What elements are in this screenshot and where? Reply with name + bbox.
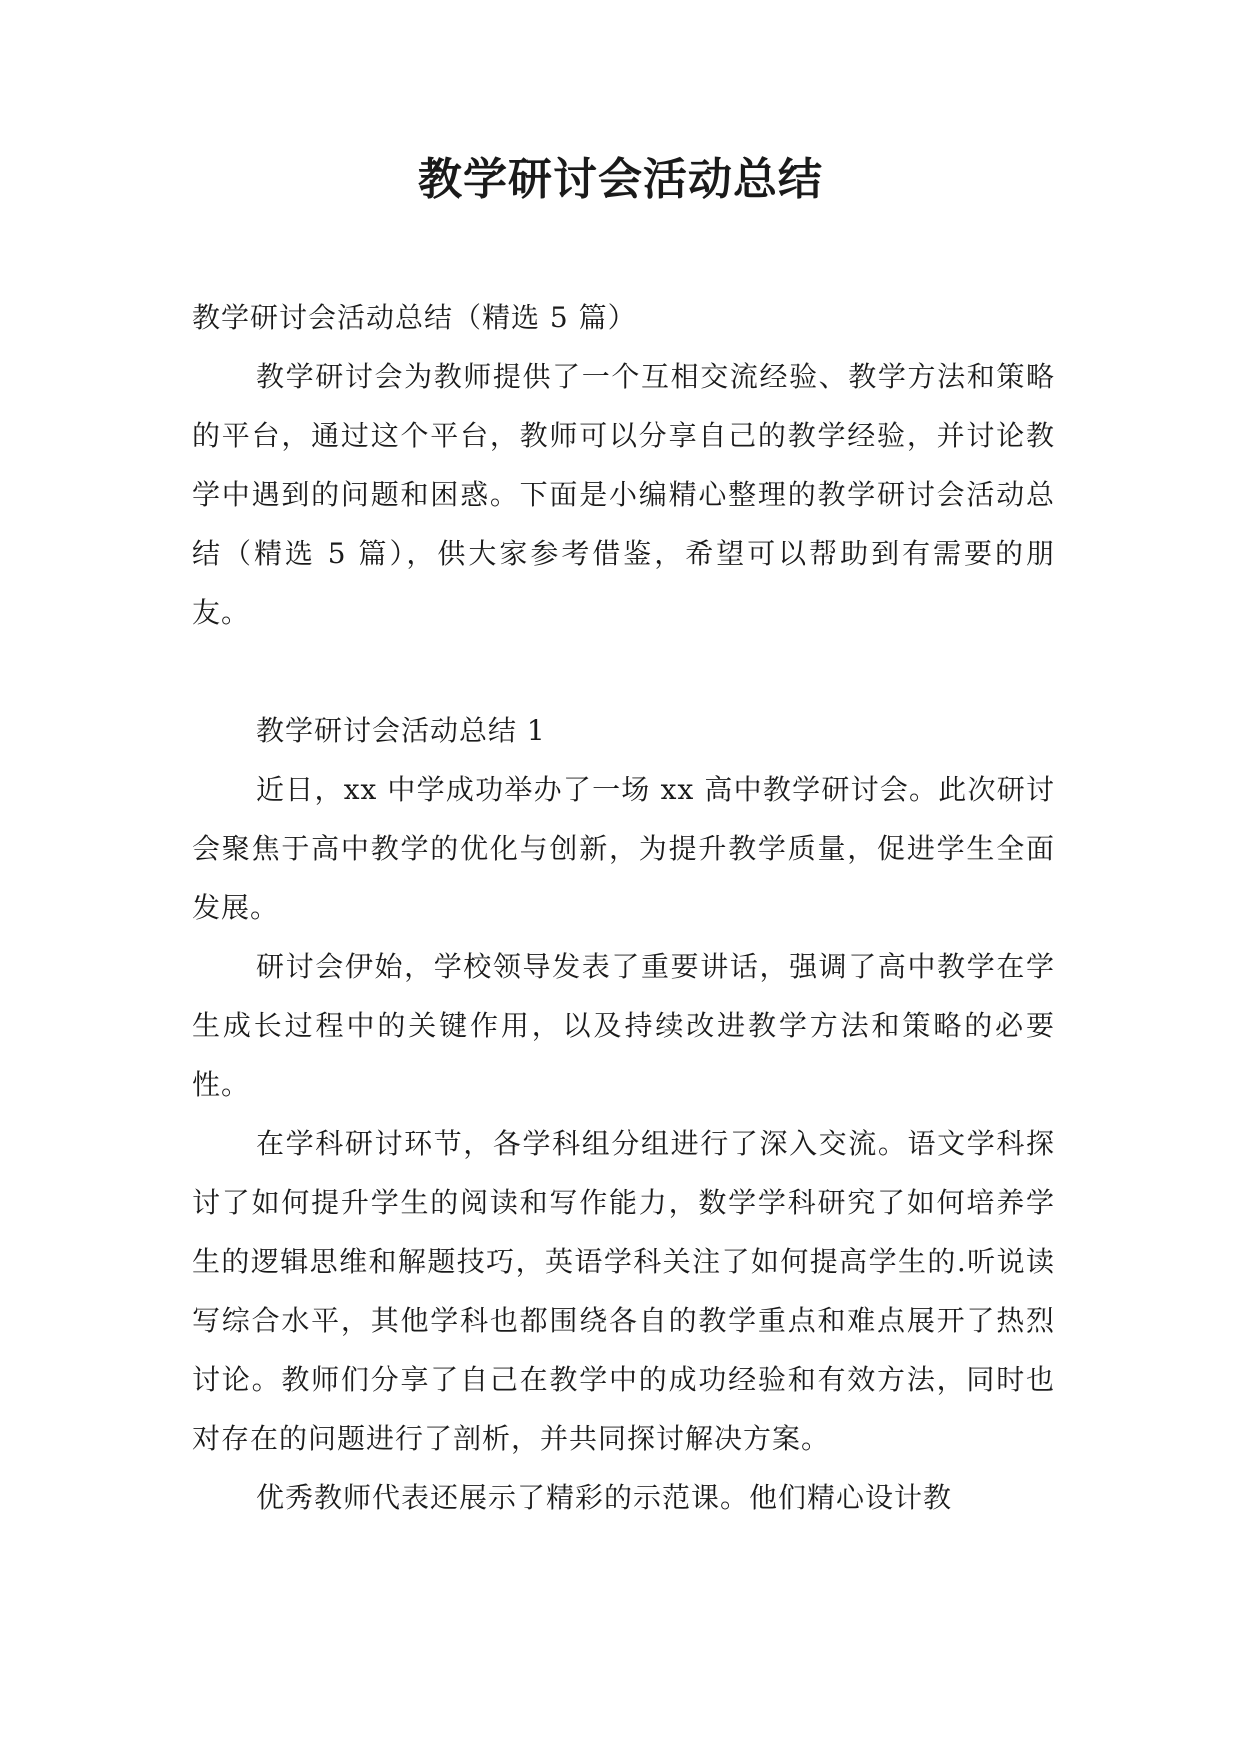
intro-paragraph: 教学研讨会为教师提供了一个互相交流经验、教学方法和策略的平台，通过这个平台，教师可以分享自己的教学经验，并讨论教学中遇到的问题和困惑。下面是小编精心整理的教学研讨会活动总结（精选 5 篇），供大家参考借鉴，希望可以帮助到有需要的朋友。 (192, 360, 1055, 629)
body-paragraph: 在学科研讨环节，各学科组分组进行了深入交流。语文学科探讨了如何提升学生的阅读和写作能力，数学学科研究了如何培养学生的逻辑思维和解题技巧，英语学科关注了如何提高学生的.听说读写综合水平，其他学科也都围绕各自的教学重点和难点展开了热烈讨论。教师们分享了自己在教学中的成功经验和有效方法，同时也对存在的问题进行了剖析，并共同探讨解决方案。 (192, 1127, 1055, 1455)
body-paragraph: 近日，xx 中学成功举办了一场 xx 高中教学研讨会。此次研讨会聚焦于高中教学的优化与创新，为提升教学质量，促进学生全面发展。 (192, 773, 1055, 924)
body-paragraph: 优秀教师代表还展示了精彩的示范课。他们精心设计教 (256, 1481, 953, 1514)
section-spacer (192, 642, 1055, 701)
section-heading: 教学研讨会活动总结 1 (256, 714, 546, 747)
body-paragraph: 研讨会伊始，学校领导发表了重要讲话，强调了高中教学在学生成长过程中的关键作用，以及持续改进教学方法和策略的必要性。 (192, 950, 1055, 1101)
document-body (192, 288, 1055, 1527)
document-subtitle: 教学研讨会活动总结（精选 5 篇） (192, 301, 637, 334)
document-title: 教学研讨会活动总结 (418, 154, 823, 205)
